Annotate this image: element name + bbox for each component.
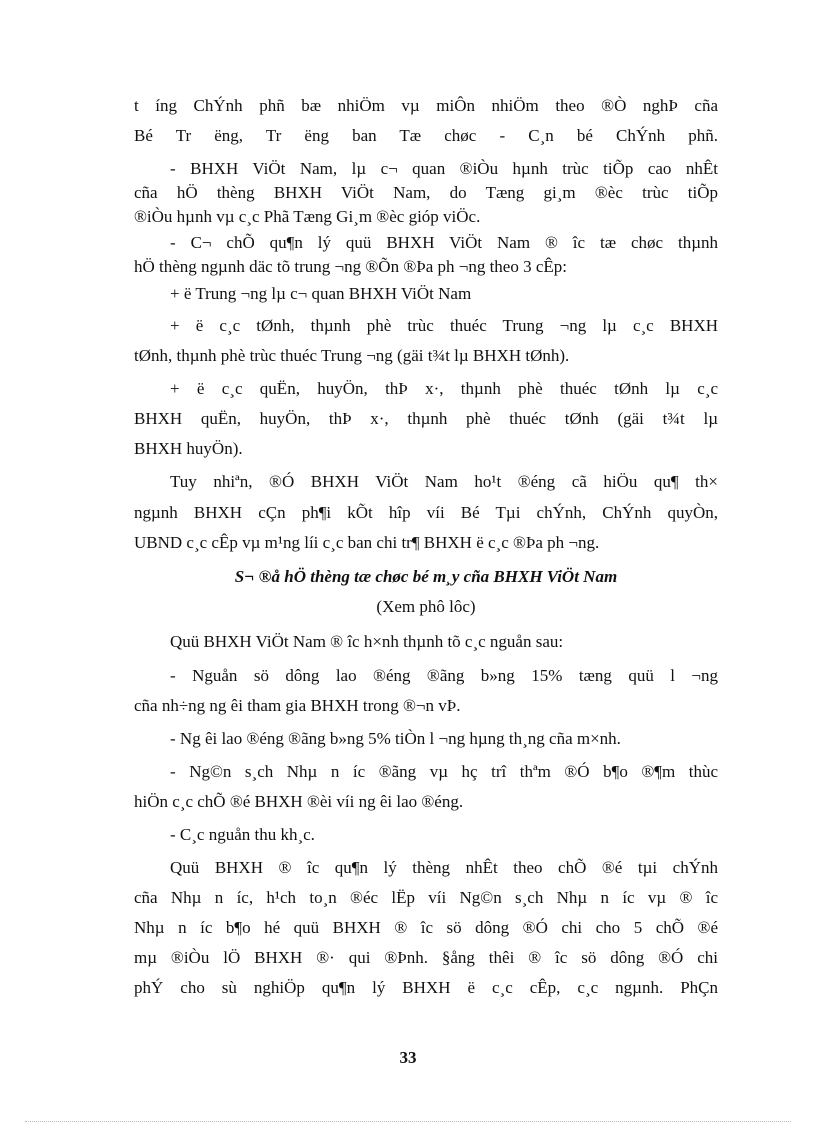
- text-line: ngµnh BHXH cÇn ph¶i kÕt hîp víi Bé Tµi chÝnh, ChÝnh quyÒn,: [134, 503, 718, 522]
- text-line: cña hÖ thèng BHXH ViÖt Nam, do Tæng gi¸m ®èc trùc tiÕp: [134, 183, 718, 202]
- text-line: Bé Tr ëng, Tr ëng ban Tæ chøc - C¸n bé ChÝnh phñ.: [134, 126, 718, 145]
- text-line: - C¸c nguån thu kh¸c.: [170, 825, 315, 844]
- text-line: BHXH huyÖn).: [134, 439, 243, 458]
- text-line: t íng ChÝnh phñ bæ nhiÖm vµ miÔn nhiÖm theo ®Ò nghÞ cña: [134, 96, 718, 115]
- section-subheading: (Xem phô lôc): [376, 597, 476, 616]
- text-line: cña nh÷ng ng êi tham gia BHXH trong ®¬n vÞ.: [134, 696, 461, 715]
- text-line: ®iÒu hµnh vµ c¸c Phã Tæng Gi¸m ®èc gióp viÖc.: [134, 207, 481, 226]
- text-line: cña Nhµ n íc, h¹ch to¸n ®éc lËp víi Ng©n s¸ch Nhµ n íc vµ ® îc: [134, 888, 718, 907]
- text-line: hÖ thèng ngµnh däc tõ trung ¬ng ®Õn ®Þa ph ¬ng theo 3 cÊp:: [134, 257, 567, 276]
- text-line: hiÖn c¸c chÕ ®é BHXH ®èi víi ng êi lao ®éng.: [134, 792, 464, 811]
- page-number: 33: [399, 1048, 417, 1067]
- text-line: Tuy nhiªn, ®Ó BHXH ViÖt Nam ho¹t ®éng cã hiÖu qu¶ th×: [170, 472, 718, 491]
- section-heading: S¬ ®å hÖ thèng tæ chøc bé m¸y cña BHXH ViÖt Nam: [234, 567, 618, 586]
- text-line: + ë c¸c quËn, huyÖn, thÞ x·, thµnh phè thuéc tØnh lµ c¸c: [170, 379, 718, 398]
- text-line: - C¬ chÕ qu¶n lý quü BHXH ViÖt Nam ® îc tæ chøc thµnh: [170, 233, 718, 252]
- text-line: Quü BHXH ViÖt Nam ® îc h×nh thµnh tõ c¸c nguån sau:: [170, 632, 564, 651]
- text-line: + ë Trung ¬ng lµ c¬ quan BHXH ViÖt Nam: [170, 284, 472, 303]
- text-line: - Ng êi lao ®éng ®ãng b»ng 5% tiÒn l ¬ng hµng th¸ng cña m×nh.: [170, 729, 621, 748]
- page-bottom-divider: [25, 1121, 791, 1122]
- text-line: UBND c¸c cÊp vµ m¹ng líi c¸c ban chi tr¶ BHXH ë c¸c ®Þa ph ¬ng.: [134, 533, 600, 552]
- text-line: Nhµ n íc b¶o hé quü BHXH ® îc sö dông ®Ó chi cho 5 chÕ ®é: [134, 918, 718, 937]
- text-line: mµ ®iÒu lÖ BHXH ®· qui ®Þnh. §ång thêi ® îc sö dông ®Ó chi: [134, 948, 718, 967]
- text-line: - BHXH ViÖt Nam, lµ c¬ quan ®iÒu hµnh trùc tiÕp cao nhÊt: [170, 159, 718, 178]
- text-line: - Nguån sö dông lao ®éng ®ãng b»ng 15% tæng quü l ¬ng: [170, 666, 718, 685]
- text-line: tØnh, thµnh phè trùc thuéc Trung ¬ng (gäi t¾t lµ BHXH tØnh).: [134, 346, 570, 365]
- text-line: - Ng©n s¸ch Nhµ n íc ®ãng vµ hç trî thªm ®Ó b¶o ®¶m thùc: [170, 762, 718, 781]
- text-line: + ë c¸c tØnh, thµnh phè trùc thuéc Trung ¬ng lµ c¸c BHXH: [170, 316, 718, 335]
- text-line: Quü BHXH ® îc qu¶n lý thèng nhÊt theo chÕ ®é tµi chÝnh: [170, 858, 718, 877]
- text-line: BHXH quËn, huyÖn, thÞ x·, thµnh phè thuéc tØnh (gäi t¾t lµ: [134, 409, 718, 428]
- text-line: phÝ cho sù nghiÖp qu¶n lý BHXH ë c¸c cÊp, c¸c ngµnh. PhÇn: [134, 978, 718, 997]
